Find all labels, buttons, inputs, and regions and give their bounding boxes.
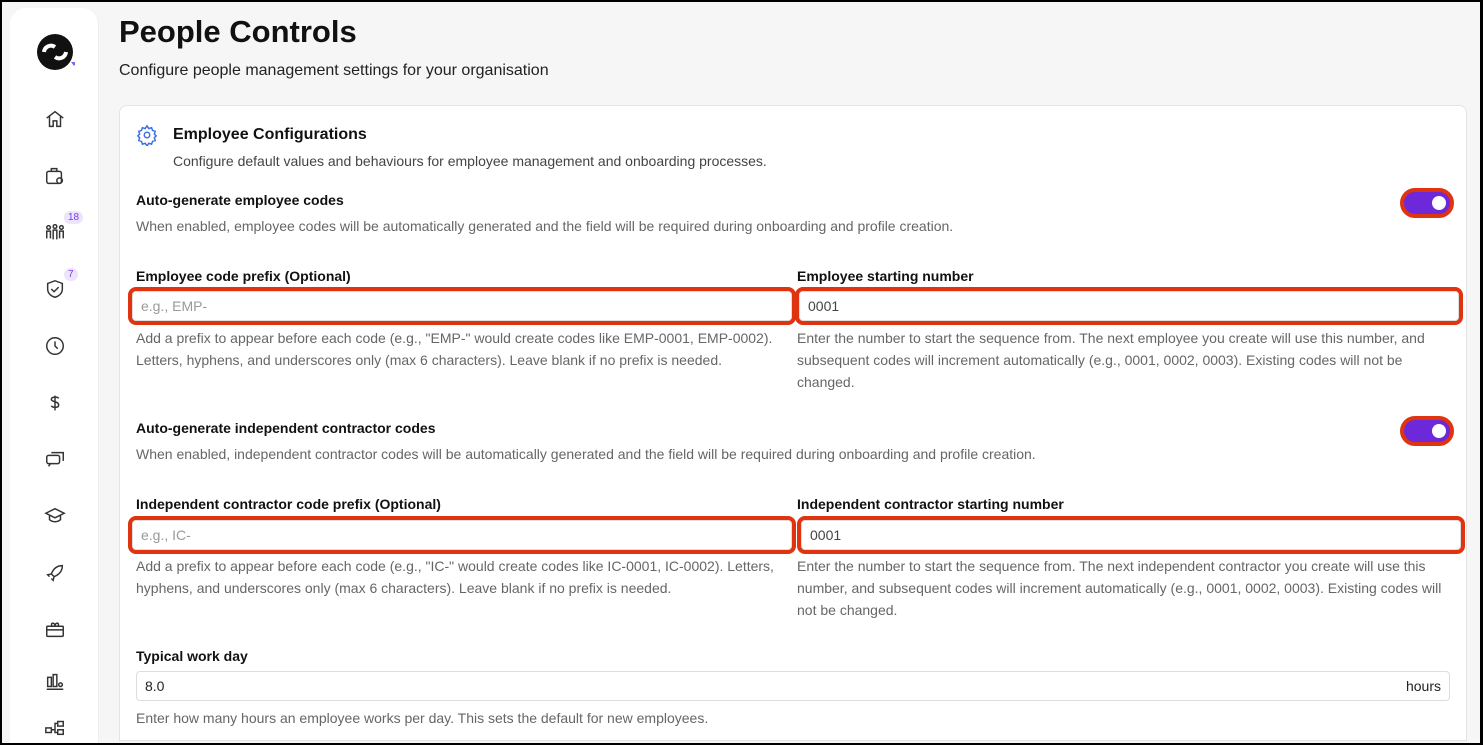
- ic-toggle-help: When enabled, independent contractor codes will be automatically generated and the field will be required during onboarding and profile creation.: [136, 446, 1036, 462]
- gift-icon[interactable]: [42, 616, 68, 642]
- approvals-badge: 7: [64, 268, 78, 281]
- approvals-icon[interactable]: [42, 269, 74, 302]
- emp-start-input[interactable]: 0001: [799, 291, 1459, 321]
- home-icon[interactable]: [42, 106, 68, 132]
- emp-toggle-help: When enabled, employee codes will be automatically generated and the field will be required during onboarding and profile creation.: [136, 218, 954, 234]
- ic-prefix-input[interactable]: e.g., IC-: [132, 520, 792, 550]
- page-subtitle: Configure people management settings for your organisation: [119, 62, 549, 79]
- card-title: Employee Configurations: [173, 126, 367, 143]
- sidebar: [10, 8, 99, 743]
- workday-value: 8.0: [145, 678, 165, 694]
- people-icon[interactable]: [42, 212, 80, 245]
- page-title: People Controls: [119, 14, 357, 49]
- ic-toggle-label: Auto-generate independent contractor codes: [136, 420, 436, 436]
- job-search-icon[interactable]: [42, 163, 68, 189]
- workday-unit: hours: [1405, 678, 1441, 694]
- ic-start-label: Independent contractor starting number: [797, 496, 1064, 512]
- chat-icon[interactable]: [42, 446, 68, 472]
- emp-start-help: Enter the number to start the sequence from. The next employee you create will use this number, and subsequent codes will increment automatically (e.g., 0001, 0002, 0003). Existing codes will not be changed.: [797, 330, 1425, 390]
- workday-help: Enter how many hours an employee works per day. This sets the default for new employees.: [136, 710, 709, 726]
- rocket-icon[interactable]: [42, 560, 68, 586]
- people-badge: 18: [64, 211, 83, 224]
- ic-start-input[interactable]: 0001: [801, 520, 1461, 550]
- emp-prefix-input[interactable]: e.g., EMP-: [132, 291, 792, 321]
- ic-codes-toggle[interactable]: [1400, 416, 1454, 446]
- dollar-icon[interactable]: [42, 390, 68, 416]
- learning-icon[interactable]: [42, 503, 68, 529]
- logo[interactable]: [35, 32, 75, 72]
- card-description: Configure default values and behaviours for employee management and onboarding processes.: [173, 153, 767, 169]
- workday-label: Typical work day: [136, 648, 248, 664]
- ic-start-help: Enter the number to start the sequence from. The next independent contractor you create will use this number, and subsequent codes will increment automatically (e.g., 0001, 0002, 0003). Existing codes will not be changed.: [797, 558, 1442, 618]
- emp-prefix-label: Employee code prefix (Optional): [136, 268, 351, 284]
- ic-prefix-help: Add a prefix to appear before each code (e.g., "IC-" would create codes like IC-0001, IC-0002). Letters, hyphens, and underscores only (max 6 characters). Leave blank if no prefix is needed.: [136, 558, 774, 596]
- workday-input[interactable]: [136, 671, 1450, 701]
- emp-toggle-label: Auto-generate employee codes: [136, 192, 344, 208]
- emp-prefix-help: Add a prefix to appear before each code (e.g., "EMP-" would create codes like EMP-0001, EMP-0002). Letters, hyphens, and underscores only (max 6 characters). Leave blank if no prefix is needed.: [136, 330, 773, 368]
- emp-start-label: Employee starting number: [797, 268, 974, 284]
- time-icon[interactable]: [42, 333, 68, 359]
- emp-codes-toggle[interactable]: [1400, 188, 1454, 218]
- gear-icon: [136, 124, 158, 146]
- ic-prefix-label: Independent contractor code prefix (Optional): [136, 496, 441, 512]
- employee-configurations-card: [119, 105, 1467, 741]
- org-chart-icon[interactable]: [42, 714, 68, 740]
- analytics-icon[interactable]: [42, 668, 68, 694]
